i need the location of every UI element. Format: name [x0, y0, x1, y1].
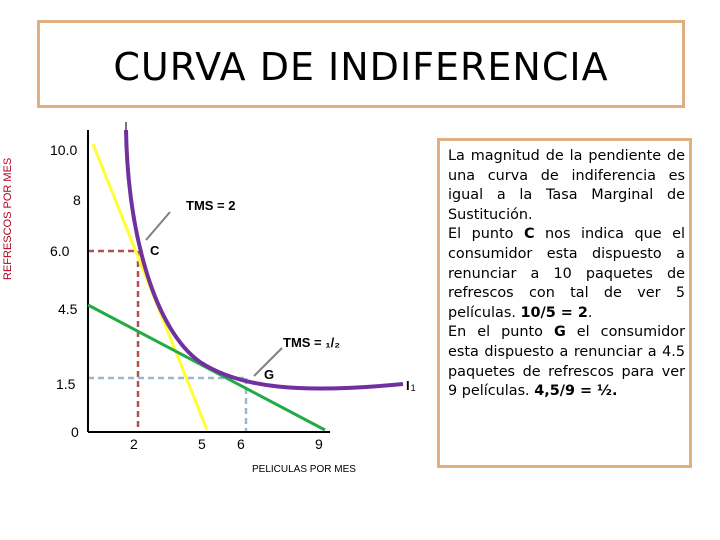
curve-label-main: I	[406, 378, 410, 393]
curve-label-subscript: 1	[410, 383, 416, 393]
explanation-box	[437, 138, 692, 468]
explanation-text: El punto	[448, 226, 524, 243]
x-tick-label: 2	[130, 436, 138, 452]
explanation-paragraph-2	[448, 225, 685, 323]
page-title: CURVA DE INDIFERENCIA	[113, 45, 609, 89]
y-axis-label: REFRESCOS POR MES	[2, 157, 14, 280]
point-g-ref: G	[553, 324, 566, 341]
explanation-text: nos indica que el consumidor esta dispuesto a renunciar a 10 paquetes de refrescos con tal de ver 5 películas.	[448, 226, 685, 321]
x-axis-label: PELICULAS POR MES	[252, 464, 356, 475]
explanation-paragraph-1: La magnitud de la pendiente de una curva de indiferencia es igual a la Tasa Marginal de Sustitución.	[448, 148, 685, 223]
explanation-paragraph-3	[448, 323, 685, 401]
point-c-ref: C	[523, 226, 535, 243]
y-tick-label: 0	[71, 424, 79, 440]
explanation-text: .	[587, 304, 593, 321]
equation-g: 4,5/9 = ½.	[534, 383, 618, 400]
point-c-label: C	[150, 243, 160, 258]
y-tick-label: 4.5	[58, 301, 78, 317]
tms-label-g: TMS = ₁/₂	[283, 335, 341, 350]
x-tick-label: 5	[198, 436, 206, 452]
point-g-label: G	[264, 367, 275, 382]
indifference-curve	[126, 130, 403, 389]
x-tick-label: 6	[237, 436, 245, 452]
y-tick-label: 8	[73, 192, 81, 208]
x-tick-label: 9	[315, 436, 323, 452]
tms-label-c: TMS = 2	[186, 198, 236, 213]
y-tick-label: 6.0	[50, 243, 70, 259]
y-tick-label: 10.0	[50, 142, 78, 158]
equation-c: 10/5 = 2	[520, 304, 588, 321]
explanation-text: En el punto	[448, 324, 554, 341]
explanation-text: el consumidor esta dispuesto a renunciar a 4.5 paquetes de refrescos para ver 9 películas.	[448, 324, 685, 400]
tms-arrow-c	[146, 212, 170, 240]
curve-label	[406, 378, 416, 393]
y-tick-label: 1.5	[56, 376, 76, 392]
